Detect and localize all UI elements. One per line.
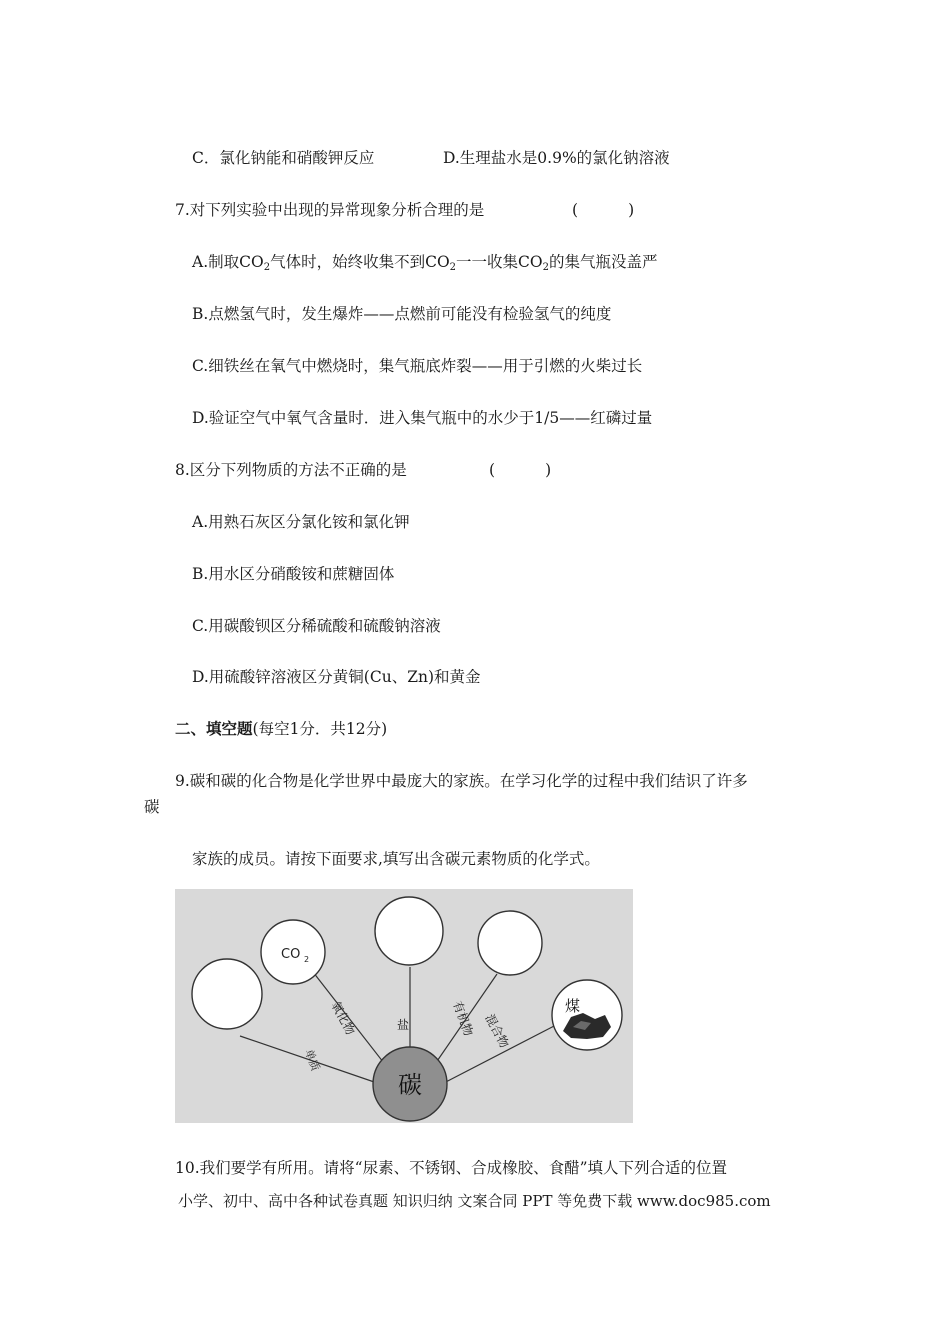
q7-stem-text: 7.对下列实验中出现的异常现象分析合理的是 [175, 201, 485, 219]
q8-answer-paren [489, 460, 551, 480]
q7-a-part3: 一一收集CO [456, 253, 543, 271]
branch-label-salt: 盐 [397, 1018, 410, 1032]
subscript: 2 [263, 262, 271, 273]
subscript: 2 [542, 262, 549, 273]
blank-circle-organic [478, 911, 542, 975]
q8-stem: 8.区分下列物质的方法不正确的是 [175, 461, 407, 479]
paren-close: ) [628, 201, 635, 219]
branch-label-mixture: 混合物 [482, 1011, 512, 1051]
blank-circle-single [192, 959, 262, 1029]
q7-answer-paren [572, 200, 634, 220]
q6-option-d: D.生理盐水是0.9%的氯化钠溶液 [443, 149, 670, 167]
coal-label: 煤 [565, 997, 581, 1015]
q8-option-b: B.用水区分硝酸铵和蔗糖固体 [192, 565, 395, 583]
q7-stem [175, 200, 484, 220]
q10-line1: 10.我们要学有所用。请将“尿素、不锈钢、合成橡胶、食醋”填人下列合适的位置 [175, 1159, 728, 1177]
co2-subscript: 2 [304, 955, 310, 964]
paren-open: ( [489, 461, 496, 479]
q7-a-part2: 气体时，始终收集不到CO [270, 253, 450, 271]
paren-close: ) [545, 461, 552, 479]
page-footer: 小学、初中、高中各种试卷真题 知识归纳 文案合同 PPT 等免费下载 www.doc985.com [178, 1192, 771, 1210]
subscript: 2 [449, 262, 457, 273]
q7-a-part1: A.制取CO [192, 253, 264, 271]
branch-label-oxide: 氧化物 [328, 998, 358, 1038]
q8-option-a: A.用熟石灰区分氯化铵和氯化钾 [192, 513, 410, 531]
q8-option-c: C.用碳酸钡区分稀硫酸和硫酸钠溶液 [192, 617, 441, 635]
q6-option-c: C．氯化钠能和硝酸钾反应 [192, 149, 375, 167]
center-label: 碳 [398, 1071, 422, 1099]
carbon-family-diagram [175, 889, 633, 1123]
q9-line1: 9.碳和碳的化合物是化学世界中最庞大的家族。在学习化学的过程中我们结识了许多 [175, 772, 748, 790]
q7-option-a [192, 252, 658, 278]
branch-label-single: 单质 [302, 1047, 322, 1073]
q7-option-c: C.细铁丝在氧气中燃烧时，集气瓶底炸裂——用于引燃的火柴过长 [192, 357, 643, 375]
section-heading [175, 719, 387, 739]
paren-open: ( [572, 201, 579, 219]
section-note: (每空1分．共12分) [252, 720, 388, 738]
q7-a-part4: 的集气瓶没盖严 [548, 253, 658, 271]
q7-option-d: D.验证空气中氧气含量时．进入集气瓶中的水少于1/5——红磷过量 [192, 409, 653, 427]
q9-line2: 碳 [144, 798, 160, 816]
section-title: 二、填空题 [175, 719, 253, 738]
q7-option-b: B.点燃氢气时，发生爆炸——点燃前可能没有检验氢气的纯度 [192, 305, 612, 323]
blank-circle-salt [375, 897, 443, 965]
q8-option-d: D.用硫酸锌溶液区分黄铜(Cu、Zn)和黄金 [192, 668, 481, 686]
co2-label: CO [281, 947, 301, 962]
branch-label-organic: 有机物 [450, 999, 476, 1038]
q9-line3: 家族的成员。请按下面要求,填写出含碳元素物质的化学式。 [192, 850, 600, 868]
